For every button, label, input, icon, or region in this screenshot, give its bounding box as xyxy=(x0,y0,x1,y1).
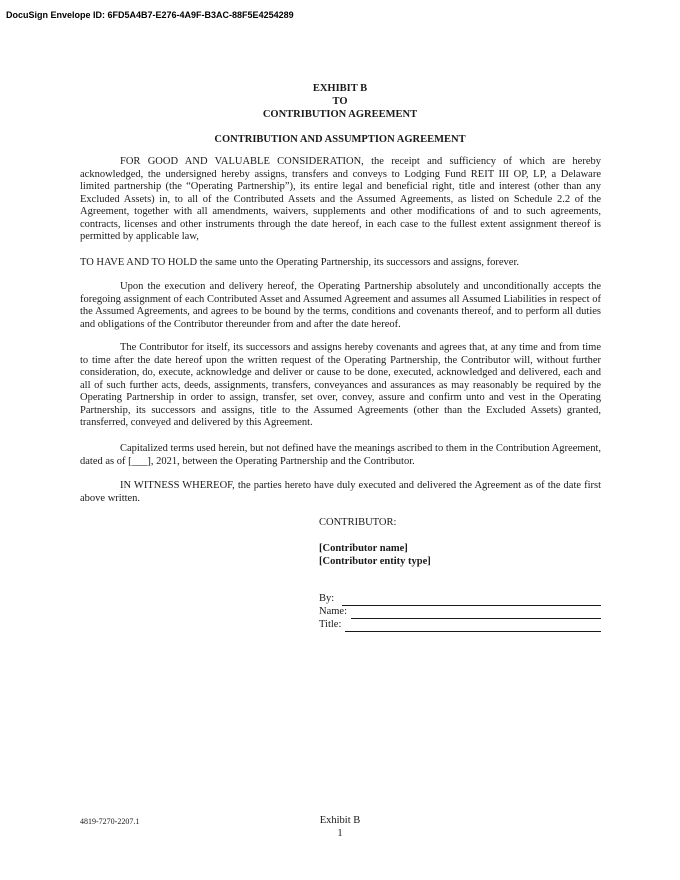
paragraph-2: TO HAVE AND TO HOLD the same unto the Operating Partnership, its successors and assigns, forever. xyxy=(80,257,519,268)
name-signature-line xyxy=(319,606,601,619)
paragraph-4: The Contributor for itself, its successors and assigns hereby covenants and agrees that, at any time and from time to time after the date hereof upon the written request of the Operating Partnership, the Contributor will, without further consideration, do, execute, acknowledge and deliver or cause to be done, executed, acknowledged and delivered, each and all of such further acts, deeds, assignments, transfers, conveyances and assurances as may reasonably be required by the Operating Partnership in order to assign, transfer, set over, convey, assure and confirm unto and vest in the Operating Partnership, its successors and assigns, title to the Assumed Agreements (other than the Excluded Assets) granted, transferred, conveyed and delivered by this Agreement. xyxy=(80,342,601,428)
title-signature-line xyxy=(319,619,601,632)
by-signature-line xyxy=(319,593,601,606)
title-rule xyxy=(345,631,601,632)
docusign-envelope-id: DocuSign Envelope ID: 6FD5A4B7-E276-4A9F-B3AC-88F5E4254289 xyxy=(6,10,294,20)
paragraph-6: IN WITNESS WHEREOF, the parties hereto have duly executed and delivered the Agreement as of the date first above written. xyxy=(80,480,601,504)
further-assurances-paragraph xyxy=(80,342,601,430)
contributor-name-placeholder: [Contributor name] xyxy=(319,543,408,554)
acceptance-paragraph xyxy=(80,281,601,331)
title-label: Title: xyxy=(319,619,342,630)
paragraph-3: Upon the execution and delivery hereof, the Operating Partnership absolutely and unconditionally accepts the foregoing assignment of each Contributed Asset and Assumed Agreement and assumes all Assumed Liabilities in respect of the Assumed Agreements, and agrees to be bound by the terms, conditions and covenants thereof, and to perform all duties and obligations of the Contributor thereunder from and after the date hereof. xyxy=(80,281,601,330)
document-number: 4819-7270-2207.1 xyxy=(80,817,140,826)
paragraph-5: Capitalized terms used herein, but not defined have the meanings ascribed to them in the Contribution Agreement, dated as of [___], 2021, between the Operating Partnership and the Contributor. xyxy=(80,443,601,467)
habendum-paragraph xyxy=(80,257,601,270)
witness-paragraph xyxy=(80,480,601,505)
exhibit-heading: EXHIBIT B xyxy=(312,83,368,94)
agreement-heading: CONTRIBUTION AGREEMENT xyxy=(262,109,418,120)
by-label: By: xyxy=(319,593,335,604)
contributor-entity-placeholder: [Contributor entity type] xyxy=(319,556,431,567)
footer-exhibit-label: Exhibit B xyxy=(319,815,361,826)
to-heading: TO xyxy=(332,96,348,107)
consideration-paragraph xyxy=(80,156,601,244)
name-label: Name: xyxy=(319,606,347,617)
page-number: 1 xyxy=(337,828,343,839)
definitions-paragraph xyxy=(80,443,601,468)
contributor-label: CONTRIBUTOR: xyxy=(319,517,397,528)
document-title: CONTRIBUTION AND ASSUMPTION AGREEMENT xyxy=(214,134,466,145)
paragraph-1: FOR GOOD AND VALUABLE CONSIDERATION, the receipt and sufficiency of which are hereby acknowledged, the undersigned hereby assigns, transfers and conveys to Lodging Fund REIT III OP, LP, a Delaware limited partnership (the “Operating Partnership”), its entire legal and beneficial right, title and interest (other than any Excluded Assets) in, to all of the Contributed Assets and the Assumed Agreements, as listed on Schedule 2.2 of the Agreement, together with all amendments, waivers, supplements and other modifications of and to such agreements, contracts, licenses and other instruments through the date hereof, in each case to the fullest extent assignment thereof is permitted by applicable law, xyxy=(80,156,601,242)
